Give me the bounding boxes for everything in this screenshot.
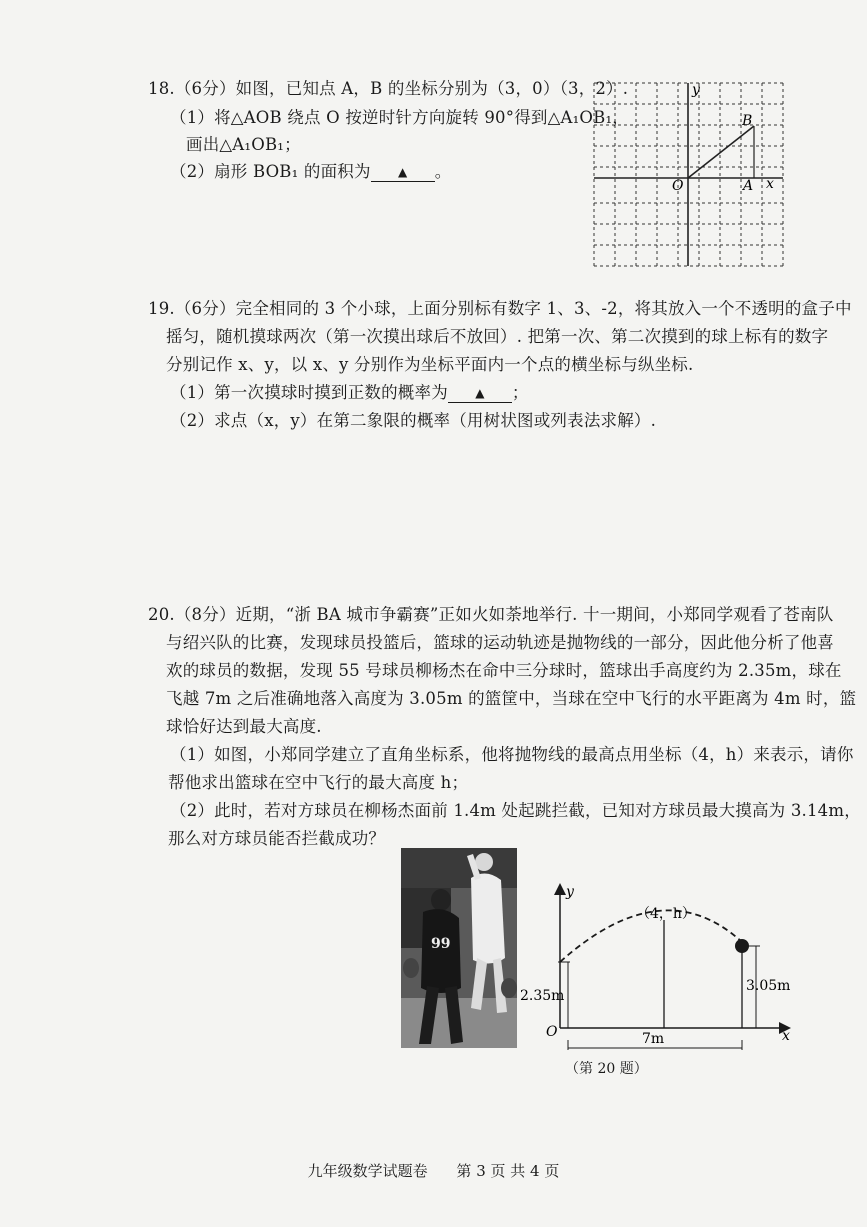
q19-line-4 bbox=[170, 382, 529, 404]
q18-punct: 。 bbox=[434, 162, 452, 181]
q18-part2-text: （2）扇形 BOB₁ 的面积为 bbox=[170, 162, 371, 181]
q19-line-2: 摇匀，随机摸球两次（第一次摸出球后不放回）. 把第一次、第二次摸到的球上标有的数字 bbox=[166, 327, 829, 346]
right-height-label: 3.05m bbox=[746, 978, 791, 994]
footer-page: 第 3 页 共 4 页 bbox=[456, 1162, 560, 1180]
segment-ob bbox=[688, 126, 754, 178]
q19-punct: ； bbox=[511, 383, 529, 402]
answer-blank bbox=[371, 163, 435, 182]
q19-line-3: 分别记作 x、y，以 x、y 分别作为坐标平面内一个点的横坐标与纵坐标. bbox=[166, 355, 694, 374]
parabola-figure bbox=[518, 880, 798, 1050]
page-footer bbox=[0, 1160, 867, 1181]
q20-line-5: 球恰好达到最大高度. bbox=[166, 717, 322, 736]
footer-title: 九年级数学试题卷 bbox=[307, 1162, 428, 1180]
q18-grid-figure bbox=[592, 80, 788, 270]
q20-line-3: 欢的球员的数据，发现 55 号球员柳杨杰在命中三分球时，篮球出手高度约为 2.35m，球在 bbox=[166, 661, 842, 680]
q18-line-3: 画出△A₁OB₁； bbox=[186, 135, 301, 154]
q19-part1-text: （1）第一次摸球时摸到正数的概率为 bbox=[170, 383, 448, 402]
q19-line-5: （2）求点（x，y）在第二象限的概率（用树状图或列表法求解）. bbox=[170, 411, 657, 430]
triangle-mark-icon: ▲ bbox=[475, 386, 485, 400]
q20-line-4: 飞越 7m 之后准确地落入高度为 3.05m 的篮筐中，当球在空中飞行的水平距离为 4m 时，篮 bbox=[166, 689, 857, 708]
q20-line-2: 与绍兴队的比赛，发现球员投篮后，篮球的运动轨迹是抛物线的一部分，因此他分析了他喜 bbox=[166, 633, 834, 652]
svg-text:99: 99 bbox=[431, 936, 451, 952]
q18-line-2: （1）将△AOB 绕点 O 按逆时针方向旋转 90°得到△A₁OB₁， bbox=[170, 108, 629, 127]
q20-line-1: 20.（8分）近期，“浙 BA 城市争霸赛”正如火如荼地举行. 十一期间，小郑同学观看了苍南队 bbox=[148, 605, 834, 624]
triangle-mark-icon: ▲ bbox=[397, 165, 408, 179]
answer-blank bbox=[448, 384, 512, 403]
figure-caption: （第 20 题） bbox=[565, 1061, 648, 1077]
q18-line-4 bbox=[170, 161, 451, 183]
grid-x-label: x bbox=[766, 176, 774, 192]
q20-line-8: （2）此时，若对方球员在柳杨杰面前 1.4m 处起跳拦截，已知对方球员最大摸高为 3.14m， bbox=[170, 801, 861, 820]
grid-point-a-label: A bbox=[743, 178, 754, 194]
grid-y-label: y bbox=[692, 82, 700, 98]
basketball-photo bbox=[401, 848, 517, 1048]
vertex-label: （4，h） bbox=[636, 906, 696, 922]
q19-line-1: 19.（6分）完全相同的 3 个小球，上面分别标有数字 1、3、-2，将其放入一个不透明的盒子中 bbox=[148, 299, 852, 318]
q18-line-1: 18.（6分）如图，已知点 A，B 的坐标分别为（3，0）（3，2）. bbox=[148, 79, 629, 98]
q20-line-7: 帮他求出篮球在空中飞行的最大高度 h； bbox=[168, 773, 469, 792]
fig-x-label: x bbox=[782, 1028, 790, 1044]
fig-y-label: y bbox=[566, 884, 574, 900]
q20-line-9: 那么对方球员能否拦截成功？ bbox=[168, 829, 386, 848]
fig-origin-label: O bbox=[546, 1024, 558, 1040]
q20-line-6: （1）如图，小郑同学建立了直角坐标系，他将抛物线的最高点用坐标（4，h）来表示，请你 bbox=[170, 745, 854, 764]
distance-label: 7m bbox=[642, 1031, 665, 1047]
grid-origin-label: O bbox=[672, 178, 684, 194]
grid-point-b-label: B bbox=[742, 113, 753, 129]
left-height-label: 2.35m bbox=[520, 988, 565, 1004]
